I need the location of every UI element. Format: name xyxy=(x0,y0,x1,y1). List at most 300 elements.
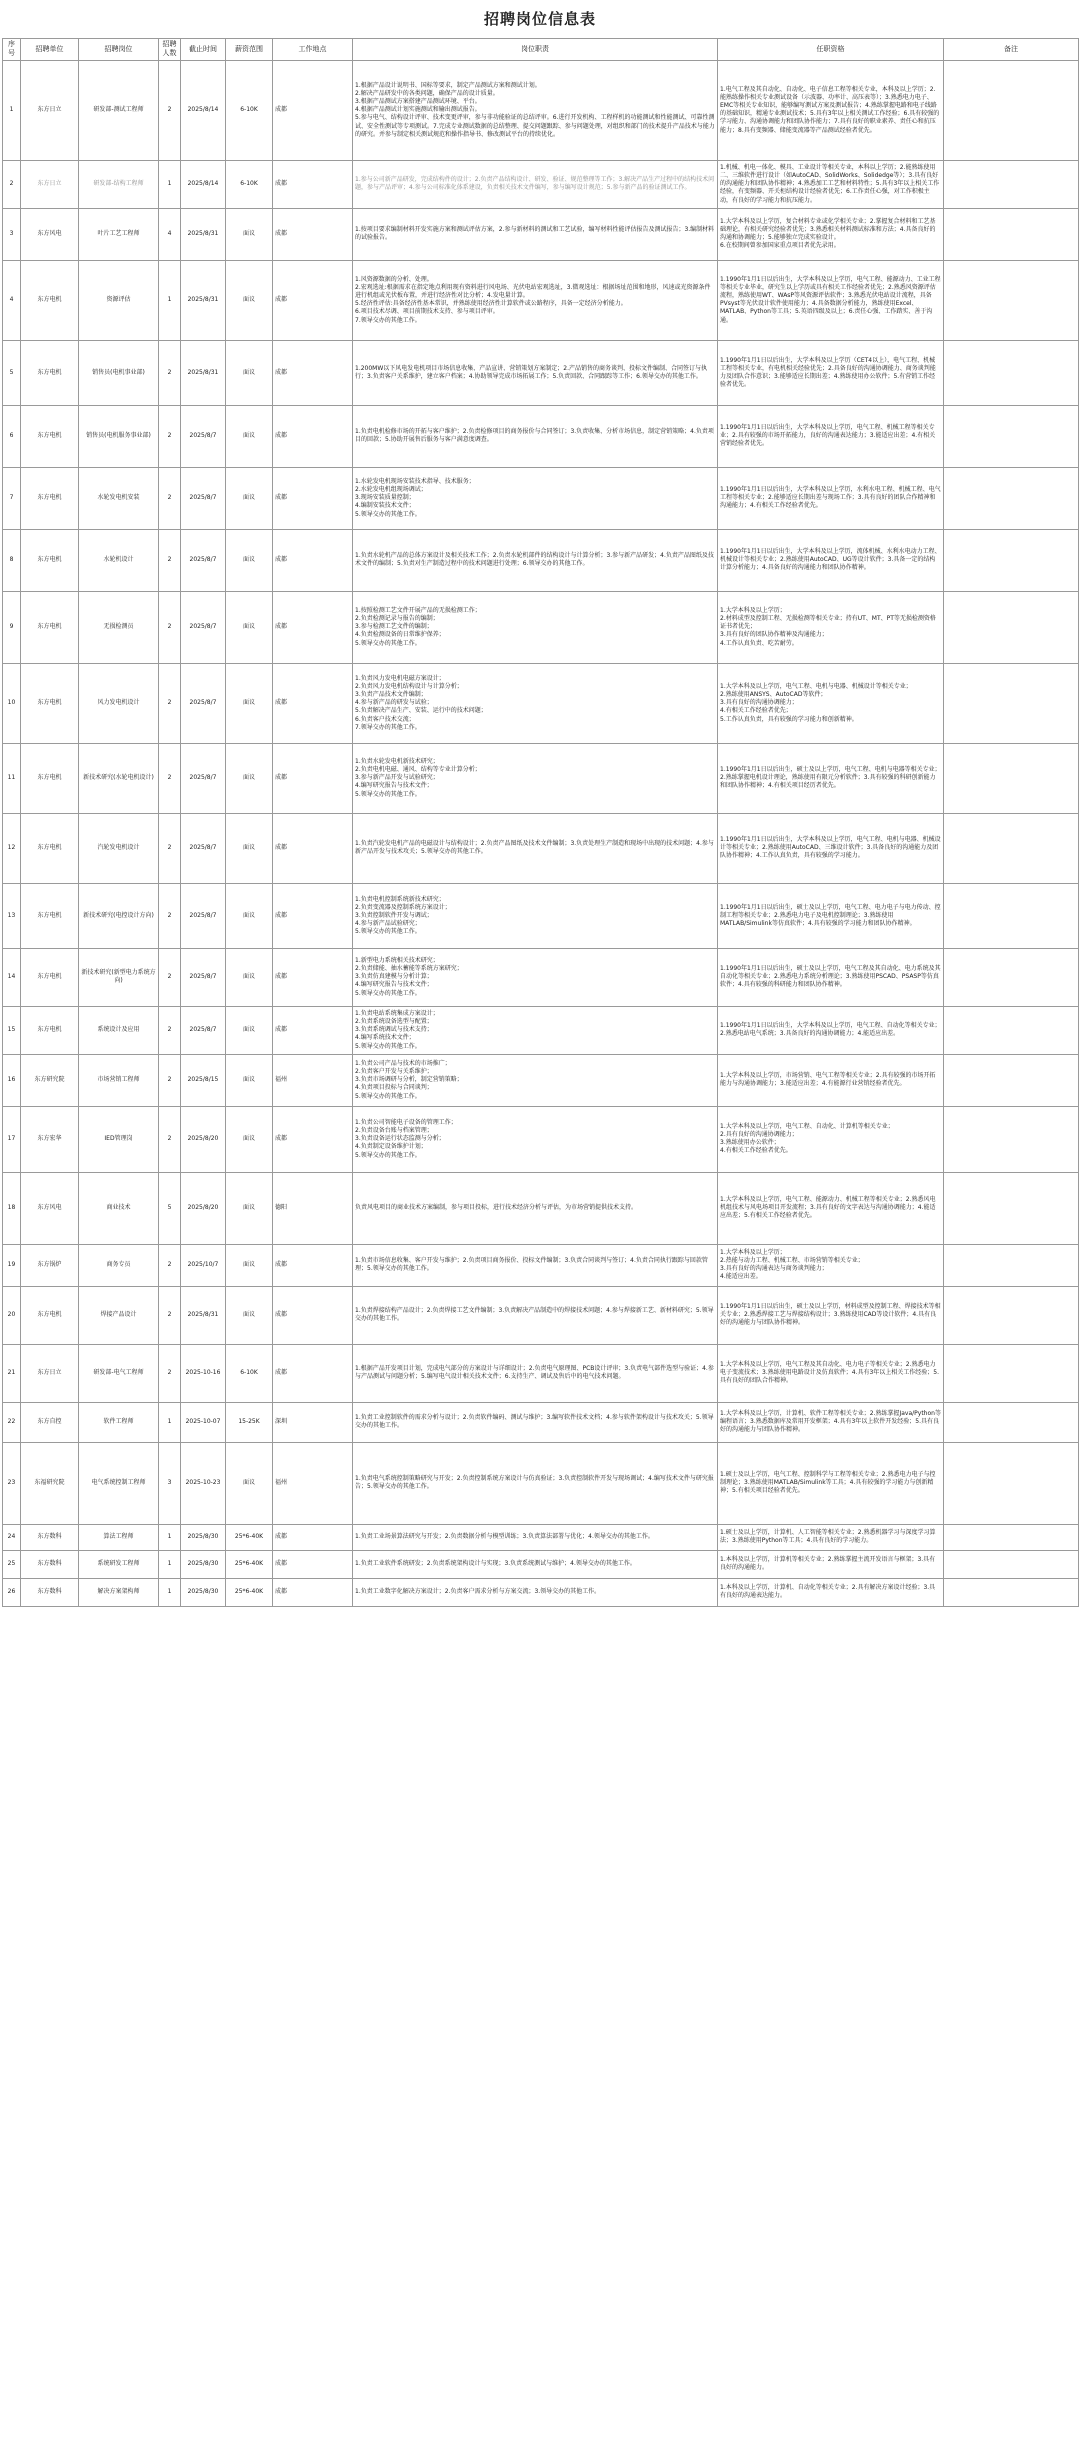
row-salary-text: 25*6-40K xyxy=(234,1560,264,1568)
row-remark xyxy=(944,1524,1079,1550)
row-unit xyxy=(21,1244,79,1286)
row-remark xyxy=(944,60,1079,160)
table-row xyxy=(3,1106,1079,1172)
table-row xyxy=(3,883,1079,948)
row-salary-text: 面议 xyxy=(242,556,255,564)
row-unit xyxy=(21,663,79,743)
row-req xyxy=(718,743,944,813)
row-remark xyxy=(944,663,1079,743)
row-post xyxy=(79,160,159,208)
row-place xyxy=(273,1550,353,1578)
row-req xyxy=(718,467,944,529)
row-place-text: 成都 xyxy=(275,432,288,440)
row-req-text: 1.1990年1月1日以后出生，大学本科及以上学历，电气工程、能源动力、工业工程等相关专业毕业，研究生以上学历或具有相关工作经验者优先；2.熟悉风资源评估流程，熟练使用WT、WAsP等风资源评估软件；3.熟悉光伏电站设计流程，具备PVsyst等光伏设计软件使用能力；4.具备数据分析能力，熟练使用Excel、MATLAB、Python等工具；5.英语四级及以上；6.责任心强、工作踏实、善于沟通。 xyxy=(720,276,941,324)
row-salary xyxy=(226,208,273,260)
row-no-text: 20 xyxy=(7,1311,16,1319)
row-no-text: 23 xyxy=(7,1479,16,1487)
row-deadline-text: 2025/8/31 xyxy=(187,296,219,304)
row-no-text: 4 xyxy=(9,296,14,304)
row-deadline-text: 2025/8/7 xyxy=(189,432,217,440)
row-req-text: 1.1990年1月1日以后出生，大学本科及以上学历，电气工程、自动化等相关专业；2.熟悉电站电气系统；3.具备良好的沟通协调能力；4.能适应出差。 xyxy=(720,1022,941,1038)
row-salary-text: 面议 xyxy=(242,1311,255,1319)
row-unit xyxy=(21,1442,79,1524)
row-count xyxy=(159,405,181,467)
row-duty-text: 1.新型电力系统相关技术研究； 2.负责储能、抽水蓄能等系统方案研究； 3.负责仿真建模与分析计算； 4.编写研究报告与技术文件； 5.领导交办的其他工作。 xyxy=(355,957,463,997)
row-no-text: 14 xyxy=(7,973,16,981)
row-no xyxy=(3,467,21,529)
row-count xyxy=(159,1054,181,1106)
table-row xyxy=(3,1244,1079,1286)
row-deadline xyxy=(181,1402,226,1442)
row-deadline xyxy=(181,1442,226,1524)
table-row xyxy=(3,160,1079,208)
row-count xyxy=(159,260,181,340)
row-salary xyxy=(226,591,273,663)
row-duty xyxy=(353,743,718,813)
row-req xyxy=(718,948,944,1006)
header-unit: 招聘单位 xyxy=(21,39,79,61)
row-req xyxy=(718,160,944,208)
row-post-text: 研发部-测试工程师 xyxy=(93,106,144,114)
row-req-text: 1.大学本科及以上学历，电气工程、电机与电器、机械设计等相关专业； 2.熟练使用ANSYS、AutoCAD等软件； 3.具有良好的沟通协调能力； 4.有相关工作经验者优先； 5.工作认真负责，具有较强的学习能力和创新精神。 xyxy=(720,683,912,723)
row-place-text: 深圳 xyxy=(275,1418,288,1426)
row-salary xyxy=(226,1442,273,1524)
row-deadline-text: 2025/8/30 xyxy=(187,1588,219,1596)
row-no xyxy=(3,1344,21,1402)
row-deadline xyxy=(181,743,226,813)
row-salary xyxy=(226,663,273,743)
row-no-text: 18 xyxy=(7,1204,16,1212)
row-place-text: 成都 xyxy=(275,1588,288,1596)
row-place-text: 成都 xyxy=(275,911,288,919)
row-count xyxy=(159,743,181,813)
row-post xyxy=(79,1442,159,1524)
row-count-text: 2 xyxy=(167,1311,172,1319)
row-no-text: 24 xyxy=(7,1533,16,1541)
row-count xyxy=(159,1244,181,1286)
row-req xyxy=(718,1106,944,1172)
row-salary-text: 面议 xyxy=(242,432,255,440)
row-place-text: 成都 xyxy=(275,1135,288,1143)
row-count xyxy=(159,1286,181,1344)
row-duty-text: 1.负责电气系统控制策略研究与开发；2.负责控制系统方案设计与仿真验证；3.负责控制软件开发与现场调试；4.编写技术文件与研究报告；5.领导交办的其他工作。 xyxy=(355,1475,714,1491)
row-place xyxy=(273,340,353,405)
row-duty xyxy=(353,1402,718,1442)
row-deadline xyxy=(181,1550,226,1578)
row-place-text: 成都 xyxy=(275,1311,288,1319)
row-salary-text: 面议 xyxy=(242,699,255,707)
row-req-text: 1.大学本科及以上学历，电气工程及其自动化、电力电子等相关专业；2.熟悉电力电子变流技术；3.熟练使用电路设计及仿真软件；4.具有3年以上相关工作经验；5.具有良好的团队合作精神。 xyxy=(720,1361,939,1385)
row-duty-text: 1.负责公司智能电子设备的管理工作； 2.负责设备台账与档案管理； 3.负责设备运行状态监测与分析； 4.负责制定设备维护计划； 5.领导交办的其他工作。 xyxy=(355,1119,457,1159)
row-count-text: 1 xyxy=(167,1560,172,1568)
row-req xyxy=(718,1442,944,1524)
row-no-text: 17 xyxy=(7,1135,16,1143)
row-place xyxy=(273,208,353,260)
row-salary-text: 面议 xyxy=(242,844,255,852)
row-no-text: 6 xyxy=(9,432,14,440)
row-deadline xyxy=(181,813,226,883)
table-header-row xyxy=(3,39,1079,61)
row-unit-text: 东方宏华 xyxy=(37,1135,62,1143)
row-place-text: 成都 xyxy=(275,1560,288,1568)
table-row xyxy=(3,1344,1079,1402)
row-deadline-text: 2025/8/30 xyxy=(187,1533,219,1541)
row-salary xyxy=(226,883,273,948)
row-duty-text: 1.200MW以下风电发电机项目市场信息收集、产品宣讲、营销策划方案制定；2.产品销售的商务谈判、投标文件编制、合同签订与执行；3.负责客户关系维护，建立客户档案；4.协助领导完成市场拓展工作；5.负责回款、合同跟踪等工作；6.领导交办的其他工作。 xyxy=(355,364,708,380)
table-row xyxy=(3,591,1079,663)
row-duty-text: 1.负责工业控制软件的需求分析与设计；2.负责软件编码、测试与维护；3.编写软件技术文档；4.参与软件架构设计与技术攻关；5.领导交办的其他工作。 xyxy=(355,1414,714,1430)
row-req xyxy=(718,405,944,467)
row-no-text: 25 xyxy=(7,1560,16,1568)
table-body xyxy=(3,60,1079,1606)
row-no xyxy=(3,1054,21,1106)
row-post-text: 风力发电机设计 xyxy=(97,699,140,707)
row-salary-text: 面议 xyxy=(242,1026,255,1034)
row-count-text: 2 xyxy=(167,774,172,782)
row-salary-text: 6-10K xyxy=(240,1369,258,1377)
row-no xyxy=(3,948,21,1006)
row-post-text: 软件工程师 xyxy=(103,1418,134,1426)
row-unit-text: 东方日立 xyxy=(37,106,62,114)
row-deadline-text: 2025-10-16 xyxy=(185,1369,221,1377)
row-no-text: 3 xyxy=(9,230,14,238)
row-remark xyxy=(944,813,1079,883)
row-duty-text: 1.负责工业场景算法研究与开发；2.负责数据分析与模型训练；3.负责算法部署与优化；4.领导交办的其他工作。 xyxy=(355,1533,654,1541)
row-unit xyxy=(21,60,79,160)
row-remark xyxy=(944,948,1079,1006)
row-count-text: 1 xyxy=(167,1533,172,1541)
row-post xyxy=(79,1006,159,1054)
row-post-text: 水轮发电机安装 xyxy=(97,494,140,502)
row-deadline xyxy=(181,1344,226,1402)
row-duty xyxy=(353,948,718,1006)
row-count-text: 5 xyxy=(167,1204,172,1212)
row-duty-text: 1.负责水轮机产品的总体方案设计及相关技术工作；2.负责水轮机部件的结构设计与计算分析；3.参与新产品研发；4.负责产品图纸及技术文件的编制；5.负责对生产制造过程中的技术问题进行处理；6.领导交办的其他工作。 xyxy=(355,552,714,568)
row-place-text: 成都 xyxy=(275,1261,288,1269)
row-place xyxy=(273,260,353,340)
row-no xyxy=(3,208,21,260)
row-salary xyxy=(226,1106,273,1172)
row-count-text: 2 xyxy=(167,911,172,919)
row-remark xyxy=(944,591,1079,663)
row-no xyxy=(3,1402,21,1442)
row-post-text: 新技术研究(水轮电机设计) xyxy=(83,774,154,782)
row-duty-text: 1.负责焊接结构产品设计；2.负责焊接工艺文件编制；3.负责解决产品制造中的焊接技术问题；4.参与焊接新工艺、新材料研究；5.领导交办的其他工作。 xyxy=(355,1307,714,1323)
row-salary xyxy=(226,1344,273,1402)
row-deadline-text: 2025/8/31 xyxy=(187,368,219,376)
row-post-text: 商业技术 xyxy=(106,1204,131,1212)
row-req-text: 1.1990年1月1日以后出生，硕士及以上学历，电气工程及其自动化、电力系统及其自动化等相关专业；2.熟悉电力系统分析理论；3.熟练使用PSCAD、PSASP等仿真软件；4.具有较强的科研能力和团队协作精神。 xyxy=(720,965,941,989)
row-no xyxy=(3,1006,21,1054)
row-unit-text: 东方电机 xyxy=(37,844,62,852)
row-post xyxy=(79,405,159,467)
row-unit-text: 东方日立 xyxy=(37,1369,62,1377)
table-row xyxy=(3,813,1079,883)
row-no xyxy=(3,883,21,948)
row-unit-text: 东方自控 xyxy=(37,1418,62,1426)
row-count xyxy=(159,1172,181,1244)
row-salary xyxy=(226,1286,273,1344)
row-post xyxy=(79,1550,159,1578)
row-req xyxy=(718,1402,944,1442)
row-duty xyxy=(353,1524,718,1550)
row-req xyxy=(718,883,944,948)
row-deadline xyxy=(181,1286,226,1344)
row-no-text: 5 xyxy=(9,368,14,376)
row-place-text: 成都 xyxy=(275,106,288,114)
table-row xyxy=(3,743,1079,813)
row-duty xyxy=(353,663,718,743)
row-unit-text: 东方电机 xyxy=(37,699,62,707)
table-row xyxy=(3,529,1079,591)
row-post-text: 资源评估 xyxy=(106,296,131,304)
row-duty-text: 1.按项目要求编制材料开发实施方案和测试评估方案，2.参与新材料的测试和工艺试验，编写材料性能评估报告及测试报告；3.编制材料的试验报告。 xyxy=(355,226,715,242)
row-deadline-text: 2025/8/14 xyxy=(187,180,219,188)
row-deadline-text: 2025/8/31 xyxy=(187,230,219,238)
row-deadline xyxy=(181,208,226,260)
row-no-text: 2 xyxy=(9,180,14,188)
row-deadline-text: 2025/8/30 xyxy=(187,1560,219,1568)
row-unit-text: 东方风电 xyxy=(37,1204,62,1212)
row-duty xyxy=(353,1442,718,1524)
row-salary-text: 25*6-40K xyxy=(234,1533,264,1541)
row-salary xyxy=(226,60,273,160)
row-deadline-text: 2025-10-07 xyxy=(185,1418,221,1426)
row-no xyxy=(3,260,21,340)
row-deadline xyxy=(181,340,226,405)
row-duty xyxy=(353,1006,718,1054)
row-post-text: 无损检测员 xyxy=(103,623,134,631)
row-deadline-text: 2025/8/7 xyxy=(189,556,217,564)
row-duty-text: 1.负责电机检修市场的开拓与客户维护；2.负责检修项目的商务报价与合同签订；3.负责收集、分析市场信息，制定营销策略；4.负责项目的回款；5.协助开展售后服务与客户满意度调查。 xyxy=(355,428,714,444)
row-count xyxy=(159,948,181,1006)
row-unit xyxy=(21,529,79,591)
row-post xyxy=(79,1172,159,1244)
row-post-text: IED管理岗 xyxy=(104,1135,133,1143)
row-salary-text: 面议 xyxy=(242,1479,255,1487)
row-place xyxy=(273,1006,353,1054)
row-req xyxy=(718,1550,944,1578)
row-no xyxy=(3,1442,21,1524)
table-row xyxy=(3,1550,1079,1578)
row-post-text: 研发部-结构工程师 xyxy=(93,180,144,188)
header-count: 招聘人数 xyxy=(159,39,181,61)
row-count xyxy=(159,813,181,883)
row-duty xyxy=(353,1344,718,1402)
row-place-text: 成都 xyxy=(275,296,288,304)
header-no: 序号 xyxy=(3,39,21,61)
row-deadline-text: 2025-10-23 xyxy=(185,1479,221,1487)
row-duty xyxy=(353,529,718,591)
row-req xyxy=(718,1054,944,1106)
row-deadline-text: 2025/8/7 xyxy=(189,1026,217,1034)
row-place xyxy=(273,1054,353,1106)
row-req-text: 1.电气工程及其自动化、自动化、电子信息工程等相关专业，本科及以上学历；2.能熟练操作相关专业测试设备（示波器、功率计、高压表等）；3.熟悉电力电子、EMC等相关专业知识，能够编写测试方案及测试报告；4.熟练掌握电路和电子线路的基础知识，精通专业测试技术；5.具有3年以上相关测试工作经验；6.具有较强的学习能力、沟通协调能力和团队协作能力；7.具有良好的职业素养、责任心和抗压能力；8.具有变频器、储能变流器等产品测试经验者优先。 xyxy=(720,86,940,134)
row-unit-text: 东方数科 xyxy=(37,1560,62,1568)
row-deadline-text: 2025/8/14 xyxy=(187,106,219,114)
page-title: 招聘岗位信息表 xyxy=(483,10,596,28)
table-row xyxy=(3,1442,1079,1524)
row-place xyxy=(273,1578,353,1606)
row-place xyxy=(273,1344,353,1402)
row-no-text: 16 xyxy=(7,1076,16,1084)
row-count xyxy=(159,591,181,663)
row-no-text: 26 xyxy=(7,1588,16,1596)
row-post xyxy=(79,1106,159,1172)
row-req xyxy=(718,1344,944,1402)
row-place xyxy=(273,1244,353,1286)
row-salary-text: 25*6-40K xyxy=(234,1588,264,1596)
row-post xyxy=(79,1578,159,1606)
row-unit-text: 东方电机 xyxy=(37,1026,62,1034)
row-req-text: 1.1990年1月1日以后出生，硕士及以上学历，材料成型及控制工程、焊接技术等相关专业；2.熟悉焊接工艺与焊接结构设计；3.熟练使用CAD等设计软件；4.具有良好的沟通能力与团队协作精神。 xyxy=(720,1303,941,1327)
row-req-text: 1.大学本科及以上学历，复合材料专业或化学相关专业；2.掌握复合材料和工艺基础理论，有相关研究经验者优先；3.熟悉相关材料测试标准和方法；4.具备良好的沟通和协调能力；5.能够独立完成实验设计。 6.在校期间曾参加国家重点项目者优先录用。 xyxy=(720,218,936,250)
row-deadline-text: 2025/8/7 xyxy=(189,494,217,502)
row-req-text: 1.大学本科及以上学历； 2.材料成型及控制工程、无损检测等相关专业；持有UT、MT、PT等无损检测资格证书者优先； 3.具有良好的团队协作精神及沟通能力； 4.工作认真负责、吃苦耐劳。 xyxy=(720,607,936,647)
table-row xyxy=(3,340,1079,405)
row-deadline-text: 2025/8/7 xyxy=(189,844,217,852)
row-place-text: 成都 xyxy=(275,623,288,631)
row-deadline-text: 2025/8/15 xyxy=(187,1076,219,1084)
row-count-text: 1 xyxy=(167,1588,172,1596)
table-row xyxy=(3,1578,1079,1606)
row-salary-text: 面议 xyxy=(242,774,255,782)
row-req xyxy=(718,529,944,591)
row-duty xyxy=(353,340,718,405)
row-no-text: 10 xyxy=(7,699,16,707)
row-duty-text: 1.按照检测工艺文件开展产品的无损检测工作； 2.负责检测记录与报告的编制； 3.参与检测工艺文件的编制； 4.负责检测设备的日常维护保养； 5.领导交办的其他工作。 xyxy=(355,607,481,647)
header-req: 任职资格 xyxy=(718,39,944,61)
row-post-text: 新技术研究(新型电力系统方向) xyxy=(81,969,156,985)
row-duty-text: 1.风资源数据的分析、处理。 2.宏观选址:根据需求在指定地点利用现有资料进行风电场、光伏电站宏观选址，3.微观选址：根据场址范围和地形，风速或光资源条件进行机组或光伏板布置，并进行经济性对比分析；4.发电量计算。 5.经济性评估:具备经济性基本常识，并熟练使用经济性计算软件或公路程序，具备一定经济分析能力。 6.项目技术尽调、项目前期技术支持、参与项目评审。 7.领导交办的其他工作。 xyxy=(355,276,711,324)
row-place-text: 成都 xyxy=(275,1026,288,1034)
row-unit-text: 东方锅炉 xyxy=(37,1261,62,1269)
row-unit-text: 东方数科 xyxy=(37,1533,62,1541)
row-unit xyxy=(21,160,79,208)
row-place-text: 成都 xyxy=(275,1369,288,1377)
row-duty xyxy=(353,1054,718,1106)
row-remark xyxy=(944,405,1079,467)
row-duty-text: 1.负责公司产品与技术的市场推广； 2.负责客户开发与关系维护； 3.负责市场调研与分析，制定营销策略； 4.负责项目投标与合同谈判； 5.领导交办的其他工作。 xyxy=(355,1060,463,1100)
row-duty-text: 1.负责市场信息收集、客户开发与维护；2.负责项目商务报价、投标文件编制；3.负责合同谈判与签订；4.负责合同执行跟踪与回款管理；5.领导交办的其他工作。 xyxy=(355,1257,708,1273)
row-req xyxy=(718,1286,944,1344)
row-no-text: 7 xyxy=(9,494,14,502)
table-row xyxy=(3,208,1079,260)
row-duty-text: 1.负责电机控制系统新技术研究； 2.负责变流器及控制系统方案设计； 3.负责控制软件开发与调试； 4.参与新产品试验研究； 5.领导交办的其他工作。 xyxy=(355,895,451,936)
row-count xyxy=(159,340,181,405)
row-remark xyxy=(944,1244,1079,1286)
row-count-text: 2 xyxy=(167,1026,172,1034)
row-duty xyxy=(353,160,718,208)
row-salary-text: 面议 xyxy=(242,973,255,981)
row-salary xyxy=(226,1550,273,1578)
row-place xyxy=(273,1172,353,1244)
row-salary xyxy=(226,1172,273,1244)
row-post-text: 解决方案架构师 xyxy=(97,1588,140,1596)
row-remark xyxy=(944,743,1079,813)
row-place-text: 成都 xyxy=(275,556,288,564)
row-unit-text: 东福研究院 xyxy=(34,1479,65,1487)
row-post-text: 系统研发工程师 xyxy=(97,1560,140,1568)
row-req-text: 1.大学本科及以上学历，市场营销、电气工程等相关专业；2.具有较强的市场开拓能力与沟通协调能力；3.能适应出差；4.有能源行业营销经验者优先。 xyxy=(720,1072,936,1088)
row-req-text: 1.1990年1月1日以后出生，大学本科及以上学历（CET4以上），电气工程、机械工程等相关专业，有电机相关经验优先；2.具备良好的沟通协调能力、商务谈判能力及团队合作意识；3.能够适应长期出差；4.熟练使用办公软件；5.有营销工作经验者优先。 xyxy=(720,356,936,388)
row-duty-text: 1.负责汽轮发电机产品的电磁设计与结构设计；2.负责产品图纸及技术文件编制；3.负责处理生产制造和现场中出现的技术问题；4.参与新产品开发与技术攻关；5.领导交办的其他工作。 xyxy=(355,840,714,856)
row-duty-text: 1.负责电站系统集成方案设计； 2.负责系统设备选型与配置； 3.负责系统调试与技术支持； 4.编写系统技术文件； 5.领导交办的其他工作。 xyxy=(355,1010,439,1050)
row-deadline xyxy=(181,260,226,340)
row-deadline xyxy=(181,1578,226,1606)
row-count-text: 3 xyxy=(167,1479,172,1487)
row-count-text: 2 xyxy=(167,1076,172,1084)
row-req xyxy=(718,663,944,743)
row-count-text: 1 xyxy=(167,296,172,304)
row-salary-text: 面议 xyxy=(242,1204,255,1212)
row-duty xyxy=(353,1172,718,1244)
table-row xyxy=(3,1006,1079,1054)
row-deadline xyxy=(181,1006,226,1054)
row-duty xyxy=(353,467,718,529)
row-place xyxy=(273,1402,353,1442)
row-salary xyxy=(226,1244,273,1286)
row-place xyxy=(273,1442,353,1524)
row-salary-text: 面议 xyxy=(242,230,255,238)
row-post xyxy=(79,208,159,260)
row-count xyxy=(159,1006,181,1054)
row-post-text: 系统设计及应用 xyxy=(97,1026,140,1034)
row-no xyxy=(3,405,21,467)
row-req xyxy=(718,1006,944,1054)
row-remark xyxy=(944,340,1079,405)
row-no xyxy=(3,529,21,591)
row-post-text: 新技术研究(电控设计方向) xyxy=(83,911,154,919)
row-deadline-text: 2025/8/7 xyxy=(189,774,217,782)
row-no-text: 11 xyxy=(7,774,16,782)
row-unit-text: 东方电机 xyxy=(37,432,62,440)
row-post-text: 电气系统控制工程师 xyxy=(91,1479,146,1487)
row-salary xyxy=(226,1524,273,1550)
row-place xyxy=(273,813,353,883)
row-unit-text: 东方电机 xyxy=(37,368,62,376)
row-req xyxy=(718,1578,944,1606)
row-unit-text: 东方电机 xyxy=(37,973,62,981)
row-duty-text: 1.负责风力发电机电磁方案设计； 2.负责风力发电机结构设计与计算分析； 3.负责产品技术文件编制； 4.参与新产品的研发与试验； 5.负责解决产品生产、安装、运行中的技术问题； 6.负责客户技术交流； 7.领导交办的其他工作。 xyxy=(355,675,487,731)
row-count xyxy=(159,529,181,591)
row-salary xyxy=(226,529,273,591)
row-remark xyxy=(944,208,1079,260)
row-salary xyxy=(226,743,273,813)
row-duty-text: 1.根据产品开发项目计划，完成电气部分的方案设计与详细设计；2.负责电气原理图、PCB设计评审；3.负责电气部件选型与验证；4.参与产品测试与问题分析；5.编写电气设计相关技术文件；6.支持生产、调试及售后中的电气技术问题。 xyxy=(355,1365,714,1381)
row-salary-text: 6-10K xyxy=(240,106,258,114)
row-unit xyxy=(21,1006,79,1054)
row-salary-text: 面议 xyxy=(242,1076,255,1084)
row-place xyxy=(273,743,353,813)
table-row xyxy=(3,663,1079,743)
row-no xyxy=(3,663,21,743)
row-remark xyxy=(944,260,1079,340)
row-duty xyxy=(353,1106,718,1172)
row-remark xyxy=(944,1172,1079,1244)
row-deadline xyxy=(181,1054,226,1106)
row-place xyxy=(273,160,353,208)
row-post xyxy=(79,1286,159,1344)
row-remark xyxy=(944,1550,1079,1578)
row-place-text: 福州 xyxy=(275,1479,288,1487)
table-row xyxy=(3,405,1079,467)
row-salary xyxy=(226,467,273,529)
row-unit xyxy=(21,591,79,663)
row-post xyxy=(79,948,159,1006)
row-post-text: 商务专员 xyxy=(106,1261,131,1269)
row-place-text: 成都 xyxy=(275,368,288,376)
